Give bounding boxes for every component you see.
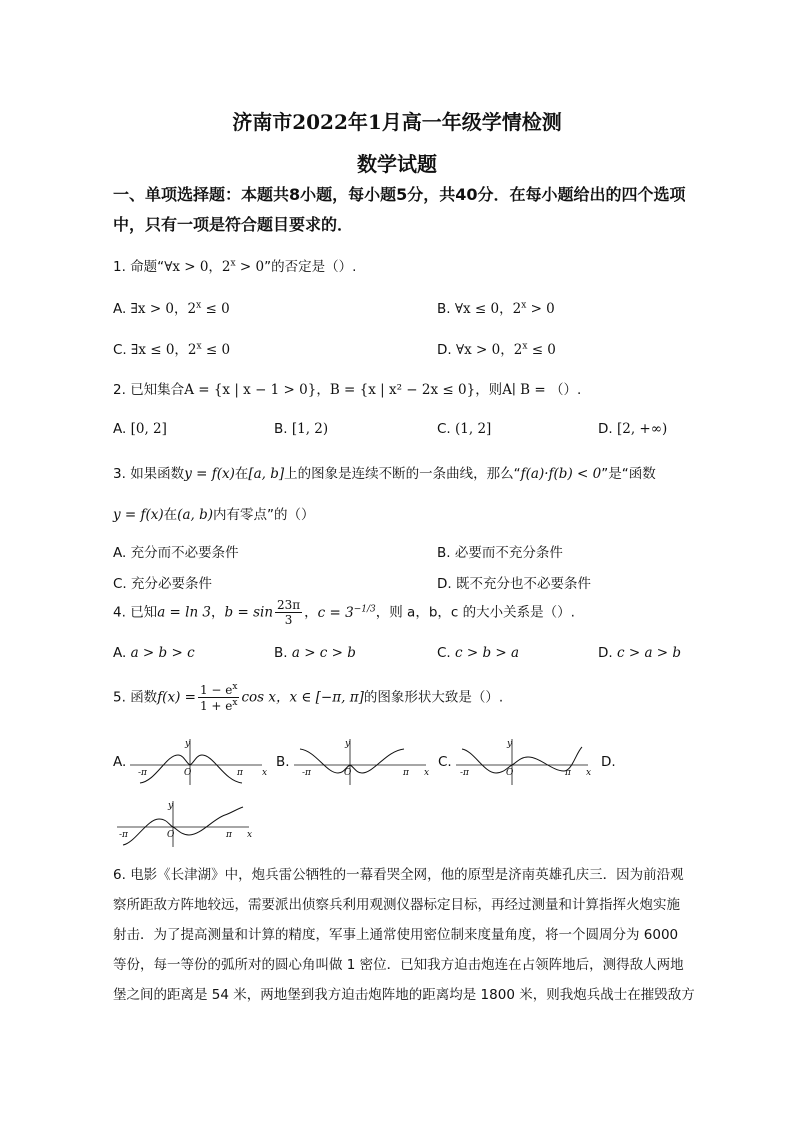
q1-option-d: D. ∀x > 0，$2^x \le 0$ [437,341,556,358]
q2-set-b: B = {x | x² − 2x ≤ 0} [329,382,476,398]
q1-statement: ∀x > 0，$2^x > 0$ [164,258,265,275]
svg-text:x: x [586,768,592,778]
q2-option-b: B. [1, 2) [274,421,329,437]
svg-text:y: y [185,739,191,749]
graph-option-a [126,735,270,789]
svg-text:-π: -π [302,768,311,778]
q6-line-4: 等份，每一等份的弧所对的圆心角叫做 1 密位．已知我方迫击炮连在占领阵地后，测得敌人两地 [113,957,684,973]
graph-option-b [290,735,434,789]
q3-option-a: A. 充分而不必要条件 [113,545,239,561]
graph-option-c [452,735,596,789]
q4-option-c: C. c > b > a [437,645,520,661]
svg-text:O: O [344,768,352,778]
svg-text:y: y [168,801,174,811]
graph-option-d [113,797,257,851]
svg-text:O: O [506,768,514,778]
q3-option-c: C. 充分必要条件 [113,576,213,592]
q5-option-a-label: A. [113,754,127,770]
svg-text:-π: -π [119,830,128,840]
q1-number: 1. [113,259,126,275]
q4-option-b: B. a > c > b [274,645,356,661]
svg-text:π: π [237,768,243,778]
svg-text:π: π [403,768,409,778]
svg-text:π: π [565,768,571,778]
question-3-line-1: 3. 如果函数y = f(x)在[a, b]上的图象是连续不断的一条曲线，那么“f(a)·f(b) < 0”是“函数 [113,466,656,482]
question-5: 5. 函数f(x) = $\frac{1 - e^x}{1 + e^x}$ cos x，x ∈ [−π, π]的图象形状大致是（）. [113,682,504,713]
svg-text:x: x [424,768,430,778]
q5-option-d-label: D. [601,754,616,770]
question-2: 2. 已知集合A = {x | x − 1 > 0}，B = {x | x² − 2x ≤ 0}，则A∣ B = （）. [113,382,582,398]
q3-option-b: B. 必要而不充分条件 [437,545,563,561]
q5-option-b-label: B. [276,754,290,770]
q1-text-a: 命题“ [130,259,165,275]
question-1 [113,255,356,275]
q2-intersection: A∣ B [502,382,531,398]
svg-text:x: x [262,768,268,778]
q6-line-5: 堡之间的距离是 54 米，两地堡到我方迫击炮阵地的距离均是 1800 米，则我炮兵战士在摧毁敌方 [113,987,695,1003]
q2-option-c: C. (1, 2] [437,421,492,437]
question-4: 4. 已知a = ln 3，b = sin $\frac{23\pi}{3}$ ，$c = 3^{-1/3}$，则 a，b，c 的大小关系是（）. [113,598,575,627]
q4-option-a: A. a > b > c [113,645,195,661]
svg-text:-π: -π [138,768,147,778]
q3-option-d: D. 既不充分也不必要条件 [437,576,591,592]
svg-text:-π: -π [460,768,469,778]
q2-option-a: A. [0, 2] [113,421,167,437]
q1-option-c: C. ∃x ≤ 0，$2^x \le 0$ [113,341,231,358]
svg-text:y: y [345,739,351,749]
svg-text:y: y [507,739,513,749]
q4-option-d: D. c > a > b [598,645,682,661]
q1-text-b: ”的否定是（）. [264,259,357,275]
exam-title: 济南市2022年1月高一年级学情检测 [232,110,562,134]
q2-set-a: A = {x | x − 1 > 0} [184,382,317,398]
q2-option-d: D. [2, +∞) [598,421,668,437]
q5-option-c-label: C. [438,754,452,770]
q1-option-a: A. ∃x > 0，$2^x \le 0$ [113,300,230,317]
svg-text:O: O [184,768,192,778]
svg-text:O: O [167,830,175,840]
q6-line-2: 察所距敌方阵地较远，需要派出侦察兵利用观测仪器标定目标，再经过测量和计算指挥火炮实施 [113,897,680,913]
question-3-line-2: y = f(x)在(a, b)内有零点”的（） [113,507,315,523]
q1-option-b: B. ∀x ≤ 0，$2^x > 0$ [437,300,555,317]
exam-subtitle: 数学试题 [357,152,437,176]
svg-text:π: π [226,830,232,840]
q6-line-3: 射击．为了提高测量和计算的精度，军事上通常使用密位制来度量角度，将一个圆周分为 6000 [113,927,679,943]
section-heading: 一、单项选择题：本题共8小题，每小题5分，共40分．在每小题给出的四个选项中，只有一项是符合题目要求的． [113,185,686,234]
question-6 [113,860,703,1010]
q6-line-1: 6. 电影《长津湖》中，炮兵雷公牺牲的一幕看哭全网，他的原型是济南英雄孔庆三．因为前沿观 [113,867,684,883]
svg-text:x: x [247,830,253,840]
